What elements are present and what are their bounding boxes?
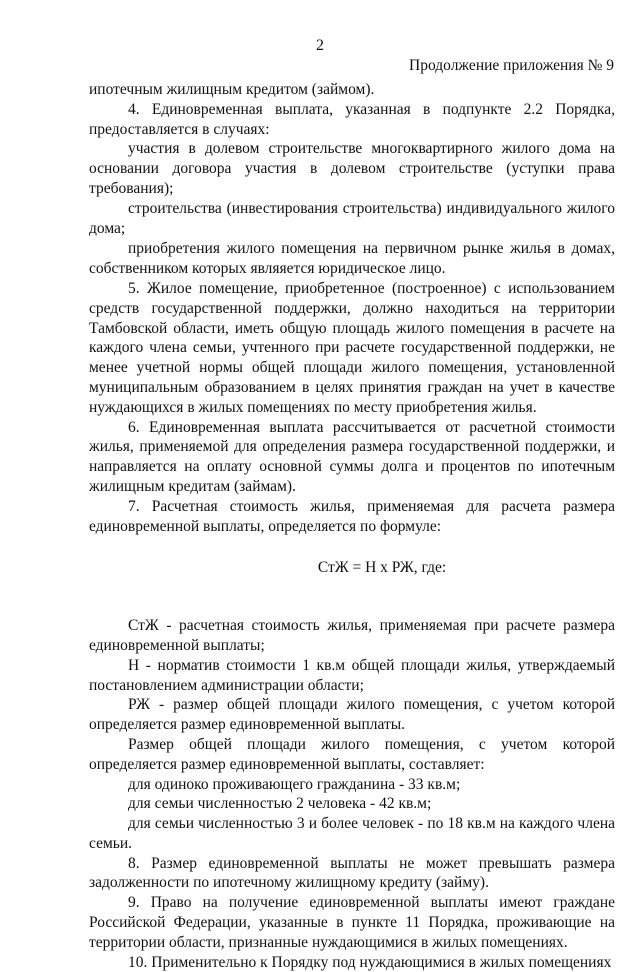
paragraph: 7. Расчетная стоимость жилья, применяемая для расчета размера единовременной выплаты, определяется по формуле: [89,497,615,535]
paragraph: приобретения жилого помещения на первичном рынке жилья в домах, собственником которых являяется юридическое лицо. [89,240,615,278]
paragraph: 5. Жилое помещение, приобретенное (построенное) с использованием средств государственной поддержки, должно находиться на территории Тамбовской области, иметь общую площадь жилого помещения в расчете на каждого члена семьи, учтенного при расчете государственной поддержки, не менее учетной нормы общей площади жилого помещения, установленной муниципальным образованием в целях принятия граждан на учет в качестве нуждающихся в жилых помещениях по месту приобретения жилья. [89,279,615,416]
page-number: 2 [316,37,324,54]
list-item: для одиноко проживающего гражданина - 33 кв.м; [128,775,461,793]
document-body [89,80,615,972]
paragraph: 4. Единовременная выплата, указанная в подпункте 2.2 Порядка, предоставляется в случаях: [89,100,615,138]
paragraph: 10. Применительно к Порядку под нуждающимися в жилых помещениях [128,953,612,971]
paragraph: РЖ - размер общей площади жилого помещения, с учетом которой определяется размер единовременной выплаты. [89,696,615,734]
list-item: для семьи численностью 3 и более человек - по 18 кв.м на каждого члена семьи. [89,815,615,852]
paragraph: 6. Единовременная выплата рассчитывается от расчетной стоимости жилья, применяемой для определения размера государственной поддержки, и направляется на оплату основной суммы долга и процентов по ипотечным жилищным кредитам (займам). [89,418,615,495]
paragraph: 9. Право на получение единовременной выплаты имеют граждане Российской Федерации, указанные в пункте 11 Порядка, проживающие на территории области, признанные нуждающимися в жилых помещениях. [89,894,615,951]
paragraph: СтЖ - расчетная стоимость жилья, применяемая при расчете размера единовременной выплаты; [89,617,615,654]
list-item: для семьи численностью 2 человека - 42 кв.м; [128,795,432,813]
appendix-note: Продолжение приложения № 9 [409,57,614,74]
paragraph: Н - норматив стоимости 1 кв.м общей площади жилья, утверждаемый постановлением администрации области; [89,656,615,694]
paragraph: участия в долевом строительстве многоквартирного жилого дома на основании договора участия в долевом строительстве (уступки права требования); [89,140,615,197]
paragraph: 8. Размер единовременной выплаты не может превышать размера задолженности по ипотечному жилищному кредиту (займу). [89,854,615,892]
paragraph: ипотечным жилищным кредитом (займом). [89,81,375,98]
paragraph: строительства (инвестирования строительства) индивидуального жилого дома; [89,199,615,237]
formula: СтЖ = Н х РЖ, где: [317,559,447,577]
paragraph: Размер общей площади жилого помещения, с учетом которой определяется размер единовременной выплаты, составляет: [89,735,615,773]
